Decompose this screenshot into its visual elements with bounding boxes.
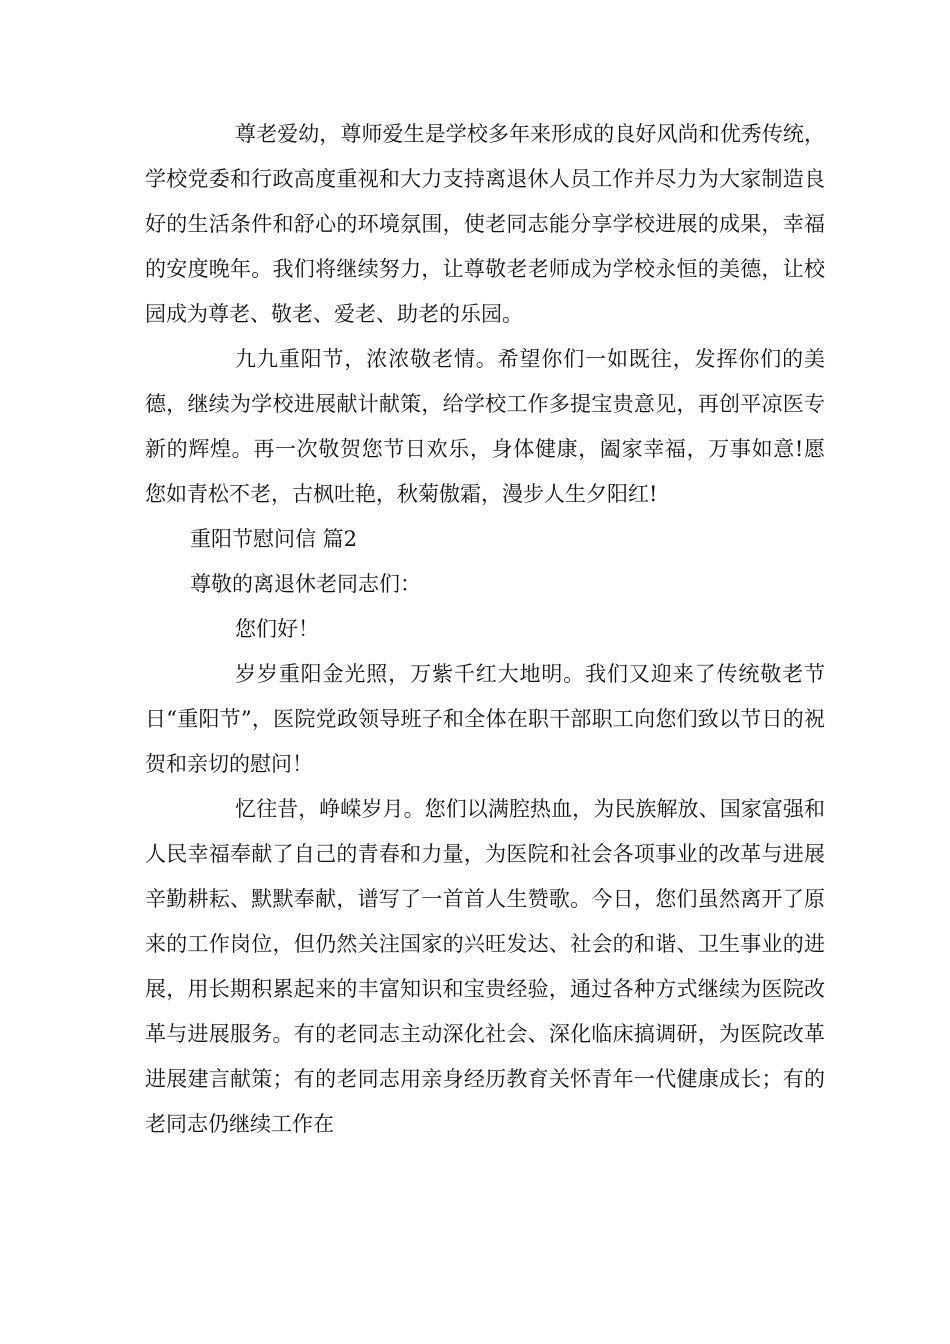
document-body bbox=[145, 112, 825, 1147]
greeting: 您们好！ bbox=[235, 617, 319, 641]
paragraph-recollection: 忆往昔，峥嵘岁月。您们以满腔热血，为民族解放、国家富强和人民幸福奉献了自己的青春和力量，为医院和社会各项事业的改革与进展辛勤耕耘、默默奉献，谱写了一首首人生赞歌。今日，您们虽然离开了原来的工作岗位，但仍然关注国家的兴旺发达、社会的和谐、卫生事业的进展，用长期积累起来的丰富知识和宝贵经验，通过各种方式继续为医院改革与进展服务。有的老同志主动深化社会、深化临床搞调研，为医院改革进展建言献策；有的老同志用亲身经历教育关怀青年一代健康成长；有的老同志仍继续工作在 bbox=[145, 797, 825, 1136]
paragraph-festival-greeting: 岁岁重阳金光照，万紫千红大地明。我们又迎来了传统敬老节日“重阳节”，医院党政领导班子和全体在职干部职工向您们致以节日的祝贺和亲切的慰问！ bbox=[145, 662, 825, 776]
paragraph-respect-elders: 尊老爱幼，尊师爱生是学校多年来形成的良好风尚和优秀传统，学校党委和行政高度重视和大力支持离退休人员工作并尽力为大家制造良好的生活条件和舒心的环境氛围，使老同志能分享学校进展的成果，幸福的安度晚年。我们将继续努力，让尊敬老老师成为学校永恒的美德，让校园成为尊老、敬老、爱老、助老的乐园。 bbox=[145, 122, 825, 326]
section-heading: 重阳节慰问信 篇2 bbox=[190, 527, 358, 551]
paragraph-festival-wishes: 九九重阳节，浓浓敬老情。希望你们一如既往，发挥你们的美德，继续为学校进展献计献策，给学校工作多提宝贵意见，再创平凉医专新的辉煌。再一次敬贺您节日欢乐，身体健康，阖家幸福，万事如意!愿您如青松不老，古枫吐艳，秋菊傲霜，漫步人生夕阳红! bbox=[145, 347, 825, 506]
salutation: 尊敬的离退休老同志们： bbox=[190, 572, 421, 596]
